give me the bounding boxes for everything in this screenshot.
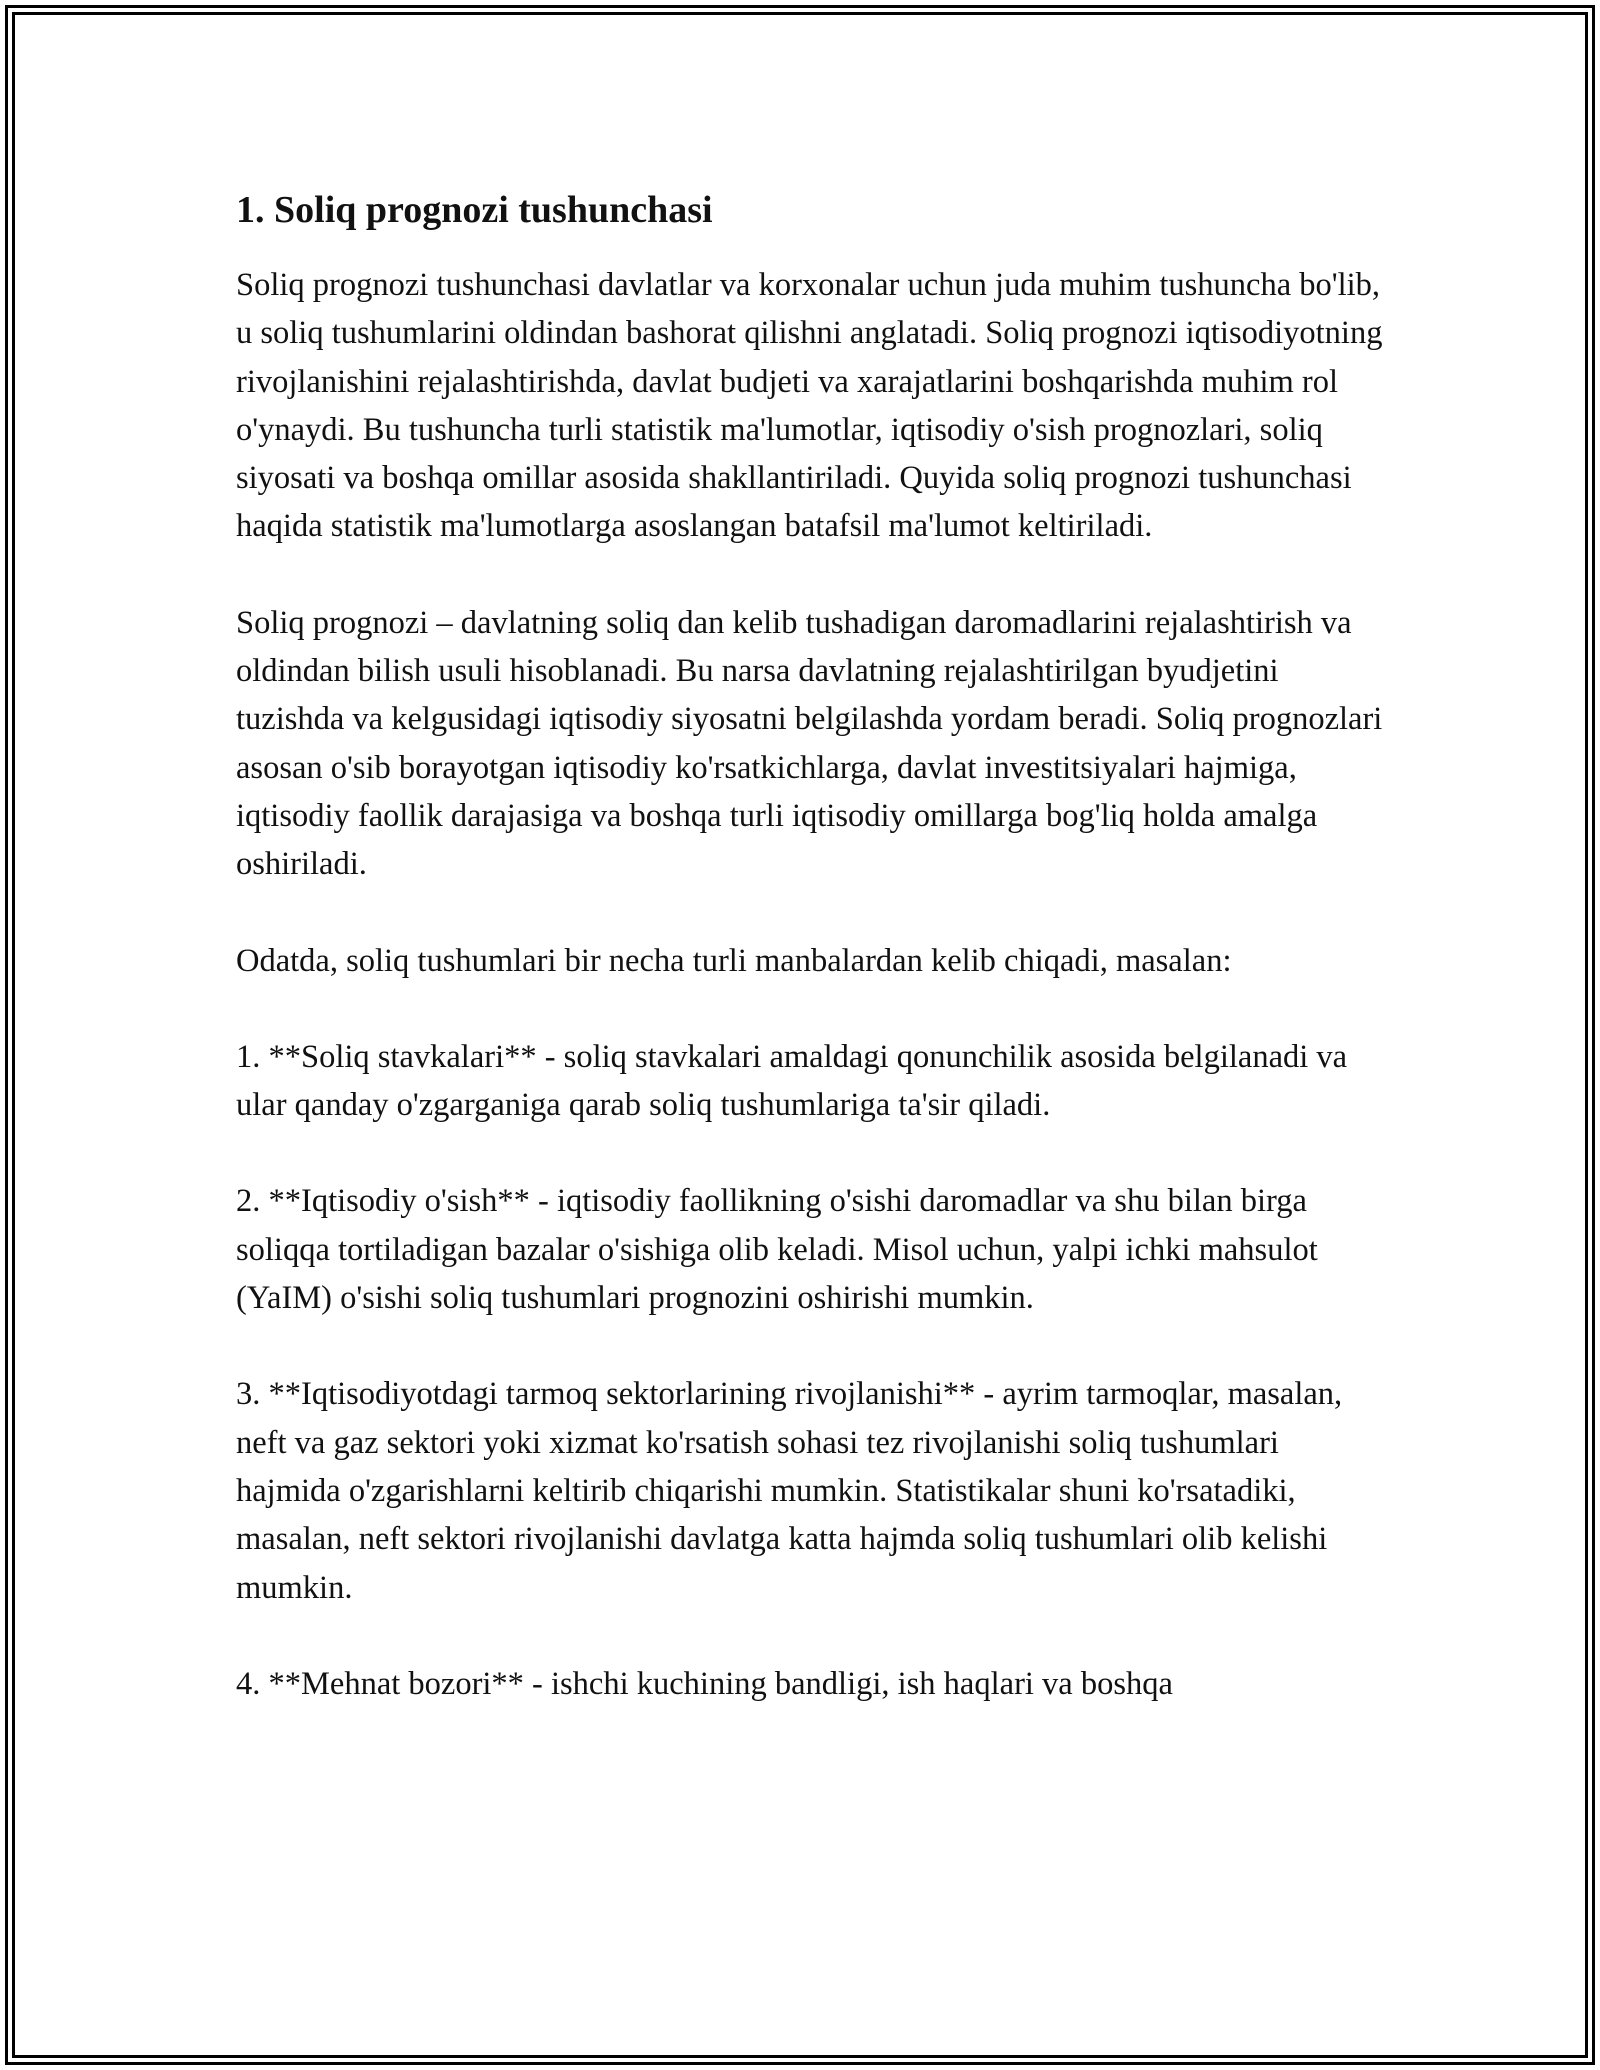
section-heading: 1. Soliq prognozi tushunchasi xyxy=(236,189,713,231)
list-item-labor-market: 4. **Mehnat bozori** - ishchi kuchining bandligi, ish haqlari va boshqa xyxy=(236,1665,1173,1702)
list-item-tax-rates: 1. **Soliq stavkalari** - soliq stavkalari amaldagi qonunchilik asosida belgilanadi va ular qanday o'zgarganiga qarab soliq tushumlariga ta'sir qiladi. xyxy=(236,1038,1348,1124)
paragraph-definition: Soliq prognozi – davlatning soliq dan kelib tushadigan daromadlarini rejalashtirish va oldindan bilish usuli hisoblanadi. Bu narsa davlatning rejalashtirilgan byudjetini tuzishda va kelgusidagi iqtisodiy siyosatni belgilashda yordam beradi. Soliq prognozlari asosan o'sib borayotgan iqtisodiy ko'rsatkichlarga, davlat investitsiyalari hajmiga, iqtisodiy faollik darajasiga va boshqa turli iqtisodiy omillarga bog'liq holda amalga oshiriladi. xyxy=(236,604,1383,883)
list-item-economic-growth: 2. **Iqtisodiy o'sish** - iqtisodiy faollikning o'sishi daromadlar va shu bilan birga soliqqa tortiladigan bazalar o'sishiga olib keladi. Misol uchun, yalpi ichki mahsulot (YaIM) o'sishi soliq tushumlari prognozini oshirishi mumkin. xyxy=(236,1183,1318,1317)
document-body xyxy=(236,186,1386,1756)
list-item-sector-development: 3. **Iqtisodiyotdagi tarmoq sektorlarining rivojlanishi** - ayrim tarmoqlar, masalan, neft va gaz sektori yoki xizmat ko'rsatish sohasi tez rivojlanishi soliq tushumlari hajmida o'zgarishlarni keltirib chiqarishi mumkin. Statistikalar shuni ko'rsatadiki, masalan, neft sektori rivojlanishi davlatga katta hajmda soliq tushumlari olib kelishi mumkin. xyxy=(236,1376,1343,1606)
paragraph-sources-lead: Odatda, soliq tushumlari bir necha turli manbalardan kelib chiqadi, masalan: xyxy=(236,942,1232,979)
paragraph-intro: Soliq prognozi tushunchasi davlatlar va korxonalar uchun juda muhim tushuncha bo'lib, u soliq tushumlarini oldindan bashorat qilishni anglatadi. Soliq prognozi iqtisodiyotning rivojlanishini rejalashtirishda, davlat budjeti va xarajatlarini boshqarishda muhim rol o'ynaydi. Bu tushuncha turli statistik ma'lumotlar, iqtisodiy o'sish prognozlari, soliq siyosati va boshqa omillar asosida shakllantiriladi. Quyida soliq prognozi tushunchasi haqida statistik ma'lumotlarga asoslangan batafsil ma'lumot keltiriladi. xyxy=(236,267,1383,545)
